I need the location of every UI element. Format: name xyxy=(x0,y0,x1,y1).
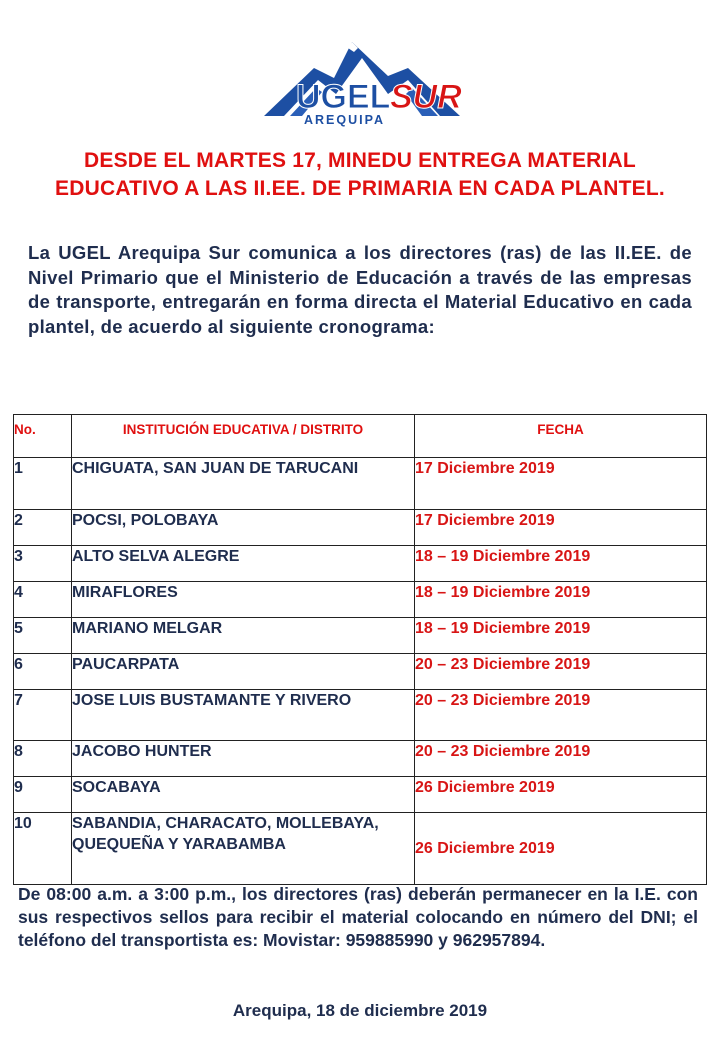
row-fecha: 20 – 23 Diciembre 2019 xyxy=(415,654,707,690)
table-row xyxy=(14,741,707,777)
table-header-row xyxy=(14,415,707,458)
logo-text-arequipa: AREQUIPA xyxy=(304,113,386,127)
row-fecha: 26 Diciembre 2019 xyxy=(415,813,707,885)
schedule-table xyxy=(13,414,707,885)
row-fecha: 20 – 23 Diciembre 2019 xyxy=(415,741,707,777)
row-institucion: JOSE LUIS BUSTAMANTE Y RIVERO xyxy=(72,690,415,741)
table-row xyxy=(14,458,707,510)
row-institucion: POCSI, POLOBAYA xyxy=(72,510,415,546)
row-fecha: 17 Diciembre 2019 xyxy=(415,458,707,510)
row-institucion: ALTO SELVA ALEGRE xyxy=(72,546,415,582)
logo-text-ugel: UGEL xyxy=(296,78,391,116)
row-number: 2 xyxy=(14,510,72,546)
headline: DESDE EL MARTES 17, MINEDU ENTREGA MATERIAL EDUCATIVO A LAS II.EE. DE PRIMARIA EN CADA PLANTEL. xyxy=(55,149,665,200)
dateline: Arequipa, 18 de diciembre 2019 xyxy=(232,1001,488,1020)
intro-paragraph: La UGEL Arequipa Sur comunica a los directores (ras) de las II.EE. de Nivel Primario que el Ministerio de Educación a través de las empresas de transporte, entregarán en forma directa el Material Educativo en cada plantel, de acuerdo al siguiente cronograma: xyxy=(28,242,692,337)
row-number: 4 xyxy=(14,582,72,618)
row-number: 1 xyxy=(14,458,72,510)
row-number: 6 xyxy=(14,654,72,690)
row-fecha: 18 – 19 Diciembre 2019 xyxy=(415,618,707,654)
header-institucion: INSTITUCIÓN EDUCATIVA / DISTRITO xyxy=(72,415,415,458)
row-number: 5 xyxy=(14,618,72,654)
row-fecha: 18 – 19 Diciembre 2019 xyxy=(415,546,707,582)
row-number: 3 xyxy=(14,546,72,582)
row-institucion: SABANDIA, CHARACATO, MOLLEBAYA, QUEQUEÑA Y YARABAMBA xyxy=(72,813,415,885)
header-fecha: FECHA xyxy=(415,415,707,458)
row-institucion: SOCABAYA xyxy=(72,777,415,813)
row-fecha: 18 – 19 Diciembre 2019 xyxy=(415,582,707,618)
row-fecha: 26 Diciembre 2019 xyxy=(415,777,707,813)
table-row xyxy=(14,813,707,885)
row-number: 10 xyxy=(14,813,72,885)
row-number: 9 xyxy=(14,777,72,813)
logo-text-sur: SUR xyxy=(390,78,462,116)
row-fecha: 20 – 23 Diciembre 2019 xyxy=(415,690,707,741)
table-row xyxy=(14,618,707,654)
row-institucion: PAUCARPATA xyxy=(72,654,415,690)
closing-paragraph: De 08:00 a.m. a 3:00 p.m., los directores (ras) deberán permanecer en la I.E. con sus respectivos sellos para recibir el material colocando en número del DNI; el teléfono del transportista es: Movistar: 959885990 y 962957894. xyxy=(18,884,698,950)
row-institucion: JACOBO HUNTER xyxy=(72,741,415,777)
row-fecha: 17 Diciembre 2019 xyxy=(415,510,707,546)
table-row xyxy=(14,777,707,813)
table-row xyxy=(14,510,707,546)
row-institucion: MIRAFLORES xyxy=(72,582,415,618)
table-row xyxy=(14,654,707,690)
table-row xyxy=(14,582,707,618)
row-institucion: MARIANO MELGAR xyxy=(72,618,415,654)
row-institucion: CHIGUATA, SAN JUAN DE TARUCANI xyxy=(72,458,415,510)
table-row xyxy=(14,546,707,582)
header-no: No. xyxy=(14,415,72,458)
ugel-sur-logo xyxy=(262,38,462,133)
row-number: 7 xyxy=(14,690,72,741)
row-number: 8 xyxy=(14,741,72,777)
table-row xyxy=(14,690,707,741)
